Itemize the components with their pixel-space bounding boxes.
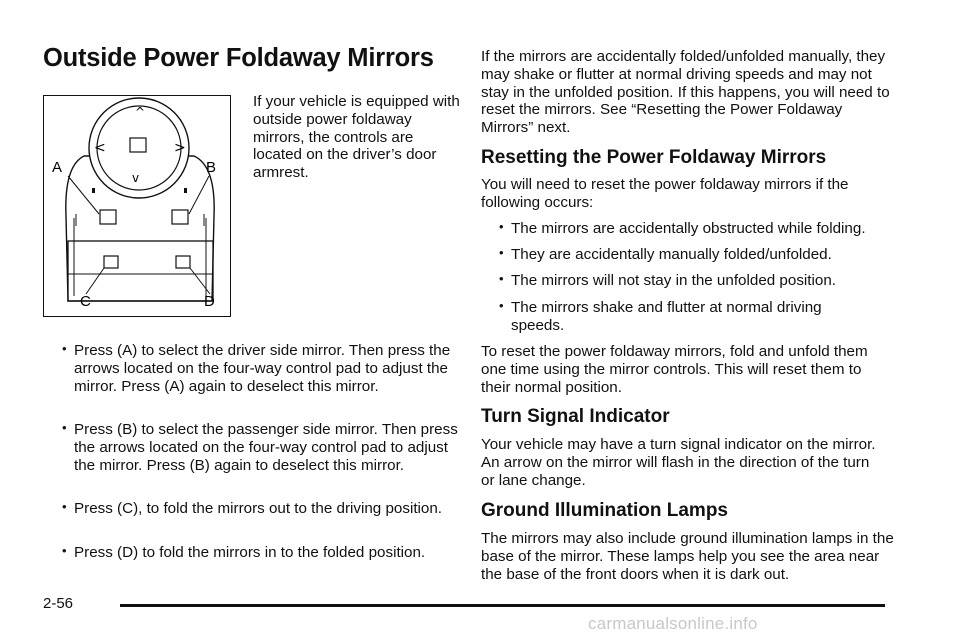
bullet-text: Press (A) to select the driver side mirror. Then press the arrows located on the four-way control pad to adjust the mirror. Press (A) again to deselect this mirror. <box>74 342 451 395</box>
bullet-dot: • <box>62 499 67 514</box>
reset-bullet <box>499 219 901 238</box>
bullet-text: The mirrors will not stay in the unfolded position. <box>511 272 836 289</box>
bullet-item <box>62 499 458 518</box>
label-a: A <box>52 159 63 176</box>
label-d: D <box>204 293 215 310</box>
bullet-text: The mirrors shake and flutter at normal driving speeds. <box>511 299 822 334</box>
bullet-text: They are accidentally manually folded/unfolded. <box>511 246 832 263</box>
reset-paragraph: To reset the power foldaway mirrors, fold and unfold them one time using the mirror controls. This will reset them to their normal position. <box>481 343 868 396</box>
bullet-text: Press (B) to select the passenger side mirror. Then press the arrows located on the four-way control pad to adjust the mirror. Press (B) again to deselect this mirror. <box>74 421 458 474</box>
intro-paragraph: If your vehicle is equipped with outside power foldaway mirrors, the controls are located on the driver’s door armrest. <box>253 93 460 182</box>
ground-lamps-paragraph: The mirrors may also include ground illumination lamps in the base of the mirror. These lamps help you see the area near the base of the front doors when it is dark out. <box>481 530 894 583</box>
mirror-controls-figure <box>43 95 231 317</box>
reset-bullet <box>499 298 841 335</box>
bullet-text: Press (C), to fold the mirrors out to the driving position. <box>74 500 443 517</box>
button-c-shape <box>104 256 118 268</box>
reset-intro: You will need to reset the power foldaway mirrors if the following occurs: <box>481 176 849 211</box>
down-arrow-icon: v <box>132 171 140 185</box>
turn-signal-paragraph: Your vehicle may have a turn signal indicator on the mirror. An arrow on the mirror will flash in the direction of the turn or lane change. <box>481 436 876 489</box>
right-arrow-icon: > <box>174 140 186 156</box>
bullet-dot: • <box>62 543 67 558</box>
bullet-item <box>62 543 458 562</box>
label-b: B <box>206 159 217 176</box>
mirror-control-illustration <box>44 96 229 315</box>
turn-signal-heading: Turn Signal Indicator <box>481 406 670 427</box>
bullet-dot: • <box>499 219 504 234</box>
up-arrow-icon: ^ <box>135 105 146 119</box>
left-arrow-icon: < <box>94 140 106 156</box>
label-c: C <box>80 293 91 310</box>
reset-bullet <box>499 271 901 290</box>
footer-rule <box>120 604 885 607</box>
button-d-shape <box>176 256 190 268</box>
bullet-dot: • <box>499 245 504 260</box>
reset-heading: Resetting the Power Foldaway Mirrors <box>481 147 827 168</box>
top-paragraph: If the mirrors are accidentally folded/unfolded manually, they may shake or flutter at normal driving speeds and may not stay in the unfolded position. If this happens, you will need to reset the mirrors. See “Resetting the Power Foldaway Mirrors” next. <box>481 48 890 137</box>
bullet-item <box>62 420 458 474</box>
bullet-dot: • <box>62 341 67 356</box>
reset-bullet <box>499 245 901 264</box>
bullet-dot: • <box>499 271 504 286</box>
page-number: 2-56 <box>43 595 74 612</box>
bullet-dot: • <box>62 420 67 435</box>
watermark-text: carmanualsonline.info <box>588 614 758 633</box>
bullet-text: Press (D) to fold the mirrors in to the folded position. <box>74 544 426 561</box>
bullet-text: The mirrors are accidentally obstructed while folding. <box>511 220 866 237</box>
bullet-dot: • <box>499 298 504 313</box>
button-a-shape <box>100 210 116 224</box>
ground-lamps-heading: Ground Illumination Lamps <box>481 500 728 521</box>
button-b-shape <box>172 210 188 224</box>
page-title: Outside Power Foldaway Mirrors <box>43 44 434 72</box>
bullet-item <box>62 341 458 395</box>
